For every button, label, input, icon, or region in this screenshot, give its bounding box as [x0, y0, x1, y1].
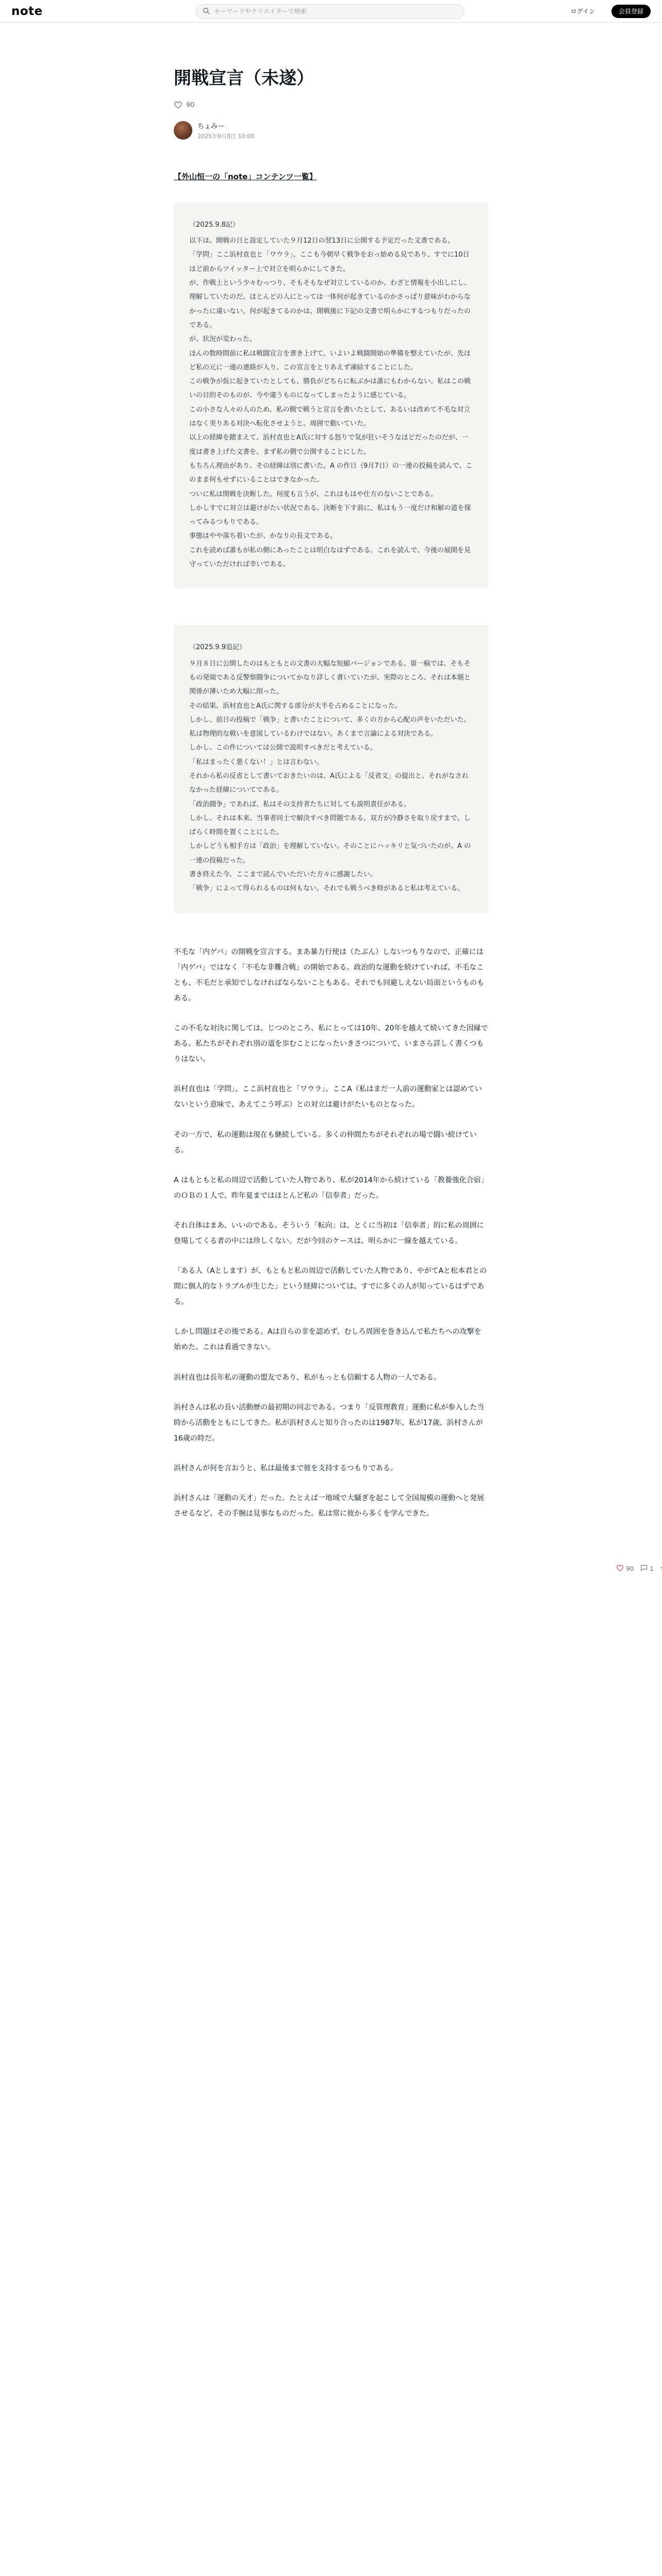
body-paragraph: 「ある人（Aとします）が、もともと私の周辺で活動していた人物であり、やがてAと松本君との間に個人的なトラブルが生じた」という経緯については、すでに多くの人が知っているはずである。	[174, 1267, 487, 1307]
quote-paragraph: ほんの数時間前に私は戦闘宣言を書き上げて、いよいよ戦闘開始の準備を整えていたが、先ほど私の元に一通の連絡が入り、この宣言をとりあえず凍結することにした。	[189, 349, 471, 371]
quote-paragraph: この戦争が仮に起きていたとしても、勝負がどちらに転ぶかは誰にもわからない。私はこの戦いの目的そのものが、今や違うものになってしまったように感じている。	[189, 378, 471, 400]
quote-paragraph: しかし、この件については公開で説明すべきだと考えている。	[189, 744, 377, 752]
like-count: 90	[186, 101, 195, 110]
author-meta	[197, 121, 254, 140]
quote-paragraph: 「戦争」によって得られるものは何もない。それでも戦うべき時があると私は考えている。	[189, 885, 465, 893]
quote-paragraph: ９月８日に公開したのはもともとの文書の大幅な短縮バージョンである。第一稿では、そもそもの発端である反警察闘争についてかなり詳しく書いていたが、実際のところ、それは本題と関係が薄いため大幅に削った。	[189, 659, 471, 696]
body-paragraph: A はもともと私の周辺で活動していた人物であり、私が2014年から続けている「教養強化合宿」のＯＢの１人で、昨年夏まではほとんど私の「信奉者」だった。	[174, 1176, 488, 1200]
floating-like-count: 90	[626, 1565, 634, 1572]
quote-paragraph: しかし、前日の投稿で「戦争」と書いたことについて、多くの方から心配の声をいただいた。私は物理的な戦いを意図しているわけではない。あくまで言論による対決である。	[189, 716, 471, 738]
quote-paragraph: しかしすでに対立は避けがたい状況である。決断を下す前に、私はもう一度だけ和解の道を探ってみるつもりである。	[189, 504, 471, 527]
floating-more-button[interactable]	[660, 1564, 662, 1573]
heart-icon	[616, 1564, 624, 1573]
like-row	[174, 100, 488, 111]
quote-block	[174, 625, 488, 913]
publish-date: 2025年9月8日 10:00	[197, 132, 255, 140]
author-avatar[interactable]	[174, 121, 192, 140]
quote-paragraph: ついに私は開戦を決断した。何度も言うが、これはもはや仕方のないことである。	[189, 490, 438, 498]
body-paragraph: 浜村直也は長年私の運動の盟友であり、私がもっとも信頼する人物の一人である。	[174, 1373, 441, 1382]
quote-paragraph: 事態はやや落ち着いたが、かなりの長文である。	[189, 532, 337, 540]
quote-paragraph: 以下は、開戦の日と設定していた９月12日の翌13日に公開する予定だった文書である。	[189, 237, 455, 245]
body-paragraph: その一方で、私の運動は現在も継続している。多くの仲間たちがそれぞれの場で闘い続けている。	[174, 1130, 477, 1155]
quote-date: （2025.9.9追記）	[189, 643, 246, 652]
search-box[interactable]	[196, 4, 464, 19]
quote-block	[174, 202, 488, 589]
note-logo[interactable]: note	[11, 5, 43, 18]
quote-paragraph: 「政治闘争」であれば、私はその支持者たちに対しても説明責任がある。	[189, 800, 411, 808]
search-input[interactable]	[214, 8, 461, 15]
login-button[interactable]: ログイン	[565, 5, 601, 18]
quote-paragraph: この小さな人々の人のため、私の側で戦うと宣言を書いたとして、あるいは改めて不毛な対立はなく実りある対決へ転化させようと。周囲で動いていた。	[189, 405, 471, 428]
body-paragraph: しかし問題はその後である。Aは自らの非を認めず、むしろ周囲を巻き込んで私たちへの攻撃を始めた。これは看過できない。	[174, 1328, 482, 1352]
author-row	[174, 121, 488, 140]
author-name[interactable]: ちょみー	[197, 122, 225, 130]
quote-paragraph: もちろん理由があり、その経緯は別に書いた。A の作日（9月7日）の一連の投稿を読んで、このまま何もせずにいることはできなかった。	[189, 462, 473, 484]
more-icon	[660, 1564, 662, 1573]
quote-paragraph: が、状況が変わった。	[189, 335, 256, 344]
quotes-container	[174, 202, 488, 913]
floating-comment-count: 1	[650, 1565, 654, 1572]
heart-icon[interactable]	[174, 100, 186, 111]
site-header	[0, 0, 662, 23]
quote-date: （2025.9.8記）	[189, 221, 239, 229]
body-paragraph: 浜村さんは私の長い活動歴の最初期の同志である。つまり「反管理教育」運動に私が参入した当時から活動をともにしてきた。私が浜村さんと知り合ったのは1987年、私が17歳、浜村さんが16歳の時だ。	[174, 1403, 484, 1443]
quote-paragraph: その結果、浜村直也とA氏に関する部分が大半を占めることになった。	[189, 702, 402, 710]
search-icon	[203, 7, 210, 16]
quote-paragraph: 以上の経緯を踏まえて、浜村直也とA氏に対する怒りで気が狂いそうなほどだったのだが、一度は書き上げた文書を、まず私の側で公開することにした。	[189, 434, 469, 456]
quote-paragraph: 「学問」ここ浜村直也と「ワウラ」、ここも今朝早く戦争をおっ始める見であり、すでに10日ほど前からツイッター上で対立を明らかにしてきた。	[189, 251, 470, 273]
article-title: 開戦宣言（未遂）	[174, 68, 314, 89]
body-paragraph: この不毛な対決に関しては、じつのところ、私にとっては10年、20年を越えて続いてきた因縁である。私たちがそれぞれ別の道を歩むことになったいきさつについて、いまさら詳しく書くつもりはない。	[174, 1024, 488, 1064]
magazine-link[interactable]: 【外山恒一の「note」コンテンツ一覧】	[174, 172, 317, 181]
body-paragraph: 不毛な「内ゲバ」の開戦を宣言する。まあ暴力行使は（たぶん）しないつもりなので、正確には「内ゲバ」ではなく「不毛な非難合戦」の開始である。政治的な運動を続けていれば、不毛なことも、不毛だと承知でしなければならないこともある。それでも回避しえない局面というものもある。	[174, 947, 484, 1003]
quote-paragraph: 「私はまったく悪くない！」とは言わない。	[189, 758, 324, 766]
quote-paragraph: が、作戦上という少々むっつり、そもそもなぜ対立しているのか、わざと情報を小出しにし、理解していたのだ。ほとんどの人にとっては一体何が起きているのかさっぱり意味がわからなかったに違いない。何が起きてるのかは、開戦後に下記の文書で明らかにするつもりだったのである。	[189, 279, 471, 329]
quote-paragraph: しかしどうも相手方は「政治」を理解していない。そのことにハッキリと気づいたのが、A の一連の投稿だった。	[189, 842, 471, 865]
floating-share-button[interactable]	[640, 1564, 654, 1573]
body-paragraph: それ自体はまあ、いいのである。そういう「転向」は、とくに当初は「信奉者」的に私の周囲に登場してくる者の中には珍しくない。だが今回のケースは、明らかに一線を越えている。	[174, 1221, 484, 1245]
signup-button[interactable]: 会員登録	[611, 5, 651, 18]
quote-paragraph: それから私の反省として書いておきたいのは、A氏による「反省文」の提出と、それがなされなかった経緯についてである。	[189, 772, 469, 794]
comment-icon	[640, 1564, 648, 1573]
quote-paragraph: これを読めば誰もが私の側にあったことは明白なはずである。これを読んで、今後の展開を見守っていただければ幸いである。	[189, 546, 471, 569]
body-paragraph: 浜村さんは「運動の天才」だった。たとえば一地域で大騒ぎを起こして全国規模の運動へと発展させるなど、その手腕は見事なものだった。私は常に彼から多くを学んできた。	[174, 1494, 484, 1518]
article-body	[174, 944, 488, 1522]
body-paragraph: 浜村さんが何を言おうと、私は最後まで彼を支持するつもりである。	[174, 1464, 398, 1472]
article	[174, 67, 488, 1536]
quote-paragraph: しかし、それは本来、当事者同士で解決すべき問題である。双方が冷静さを取り戻すまで、しばらく時間を置くことにした。	[189, 814, 471, 837]
floating-actions	[616, 1564, 662, 1573]
body-paragraph: 浜村直也は「学問」、ここ浜村直也と「ワウラ」、ここA（私はまだ一人前の運動家とは認めていないという意味で、あえてこう呼ぶ）との対立は避けがたいものとなった。	[174, 1085, 482, 1109]
floating-like-button[interactable]	[616, 1564, 634, 1573]
quote-paragraph: 書き終えた今、ここまで読んでいただいた方々に感謝したい。	[189, 871, 377, 879]
